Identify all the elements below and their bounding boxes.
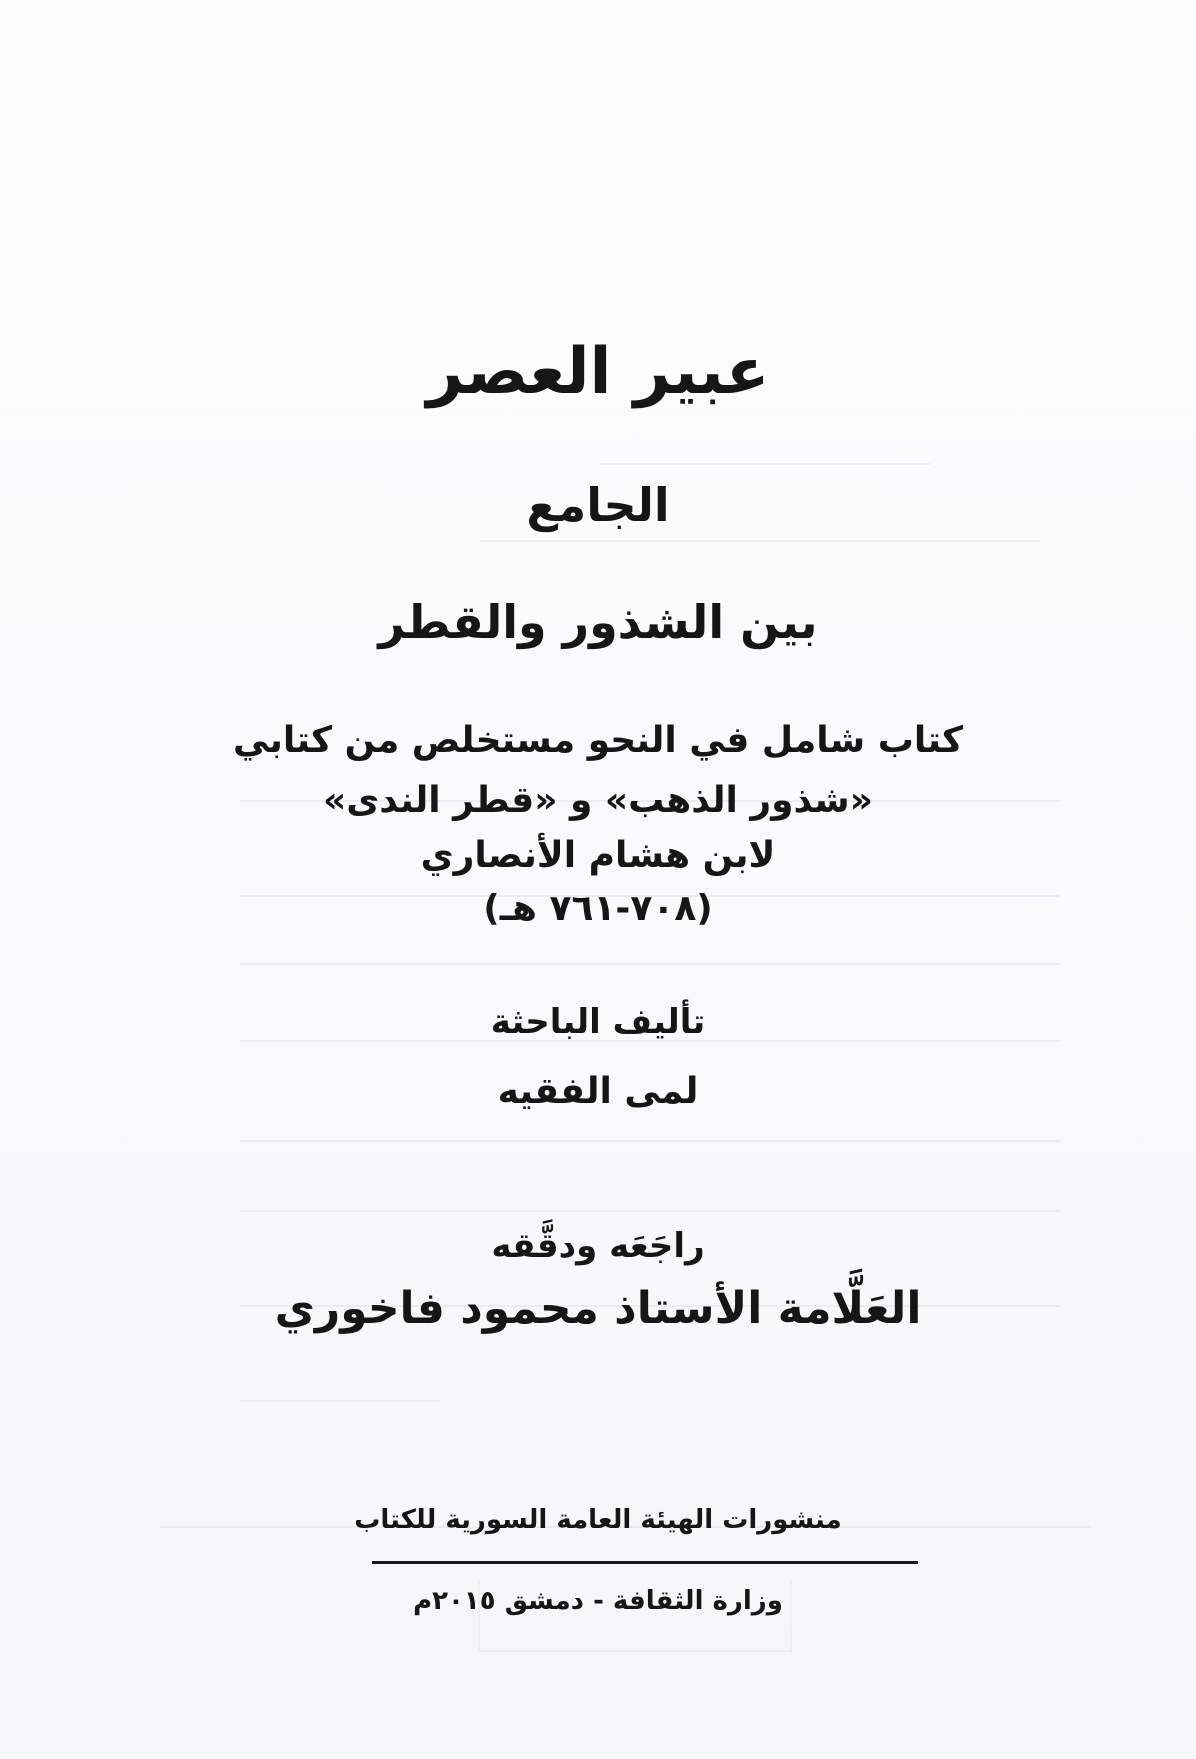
description-line-1: كتاب شامل في النحو مستخلص من كتابي (232, 720, 964, 761)
imprint-line: وزارة الثقافة - دمشق ٢٠١٥م (413, 1586, 783, 1616)
publisher-divider (372, 1561, 918, 1564)
show-through-line (240, 963, 1060, 965)
author-name: لمى الفقيه (497, 1071, 699, 1112)
author-label: تأليف الباحثة (490, 1002, 706, 1042)
description-line-2: «شذور الذهب» و «قطر الندى» (323, 780, 873, 821)
show-through-line (478, 1650, 792, 1652)
show-through-line (240, 1210, 1060, 1212)
reviewer-label: راجَعَه ودقَّقه (491, 1226, 705, 1266)
book-title: عبير العصر (426, 335, 770, 409)
publisher-name: منشورات الهيئة العامة السورية للكتاب (354, 1505, 842, 1535)
description-line-3: لابن هشام الأنصاري (420, 835, 776, 876)
show-through-line (480, 540, 1040, 542)
description-dates: (٧٠٨-٧٦١ هـ) (483, 888, 713, 929)
reviewer-name: العَلَّامة الأستاذ محمود فاخوري (274, 1283, 922, 1334)
subtitle-line-1: الجامع (526, 478, 670, 532)
subtitle-line-2: بين الشذور والقطر (378, 595, 818, 649)
show-through-line (240, 1140, 1060, 1142)
show-through-line (600, 463, 930, 465)
show-through-line (240, 1400, 440, 1402)
